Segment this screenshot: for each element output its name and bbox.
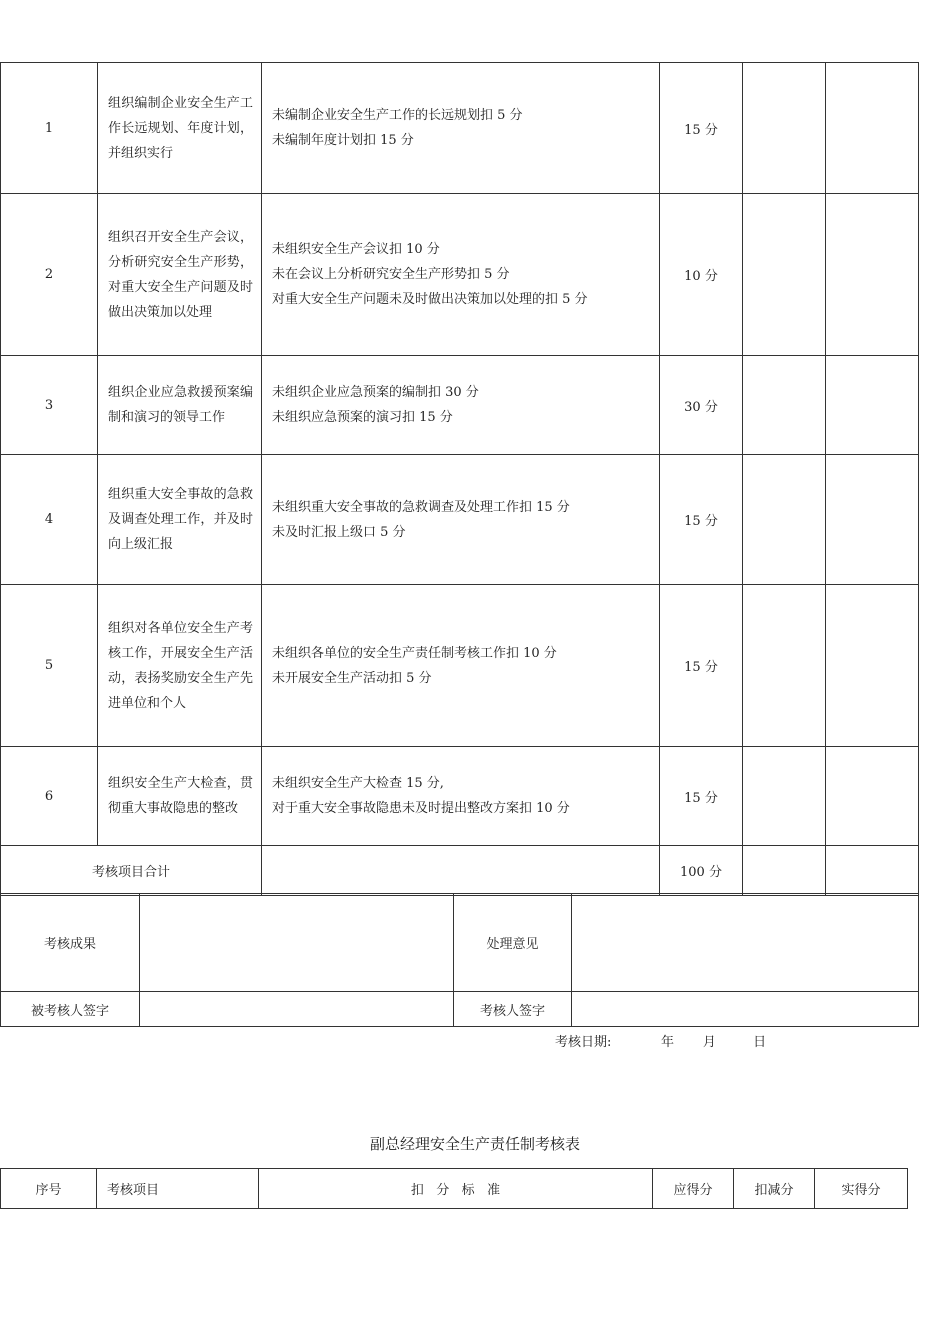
row-number: 4	[1, 455, 98, 585]
assessment-project: 组织召开安全生产会议，分析研究安全生产形势，对重大安全生产问题及时做出决策加以处理	[98, 194, 262, 356]
criteria-line: 未组织应急预案的演习扣 15 分	[272, 410, 453, 425]
total-criteria-cell	[262, 846, 660, 896]
actual-score-field[interactable]	[826, 194, 919, 356]
assessee-sign-label: 被考核人签字	[1, 992, 140, 1027]
result-row	[1, 894, 919, 992]
row-number: 3	[1, 356, 98, 455]
header-criteria: 扣 分 标 准	[259, 1169, 653, 1209]
header-table	[0, 1168, 908, 1209]
criteria-line: 对重大安全生产问题未及时做出决策加以处理的扣 5 分	[272, 292, 588, 307]
deduction-score-field[interactable]	[743, 455, 826, 585]
criteria-line: 未在会议上分析研究安全生产形势扣 5 分	[272, 267, 510, 282]
actual-score-field[interactable]	[826, 747, 919, 846]
criteria-line: 未组织安全生产大检查 15 分,	[272, 776, 444, 791]
deduction-score-field[interactable]	[743, 356, 826, 455]
signature-row	[1, 992, 919, 1027]
result-label: 考核成果	[1, 894, 140, 992]
table-row	[1, 455, 919, 585]
total-score: 100 分	[660, 846, 743, 896]
criteria-line: 对于重大安全事故隐患未及时提出整改方案扣 10 分	[272, 801, 570, 816]
opinion-label: 处理意见	[454, 894, 572, 992]
assessment-project: 组织对各单位安全生产考核工作，开展安全生产活动，表扬奖励安全生产先进单位和个人	[98, 585, 262, 747]
table2-title: 副总经理安全生产责任制考核表	[369, 1135, 580, 1153]
assessor-sign-field[interactable]	[572, 992, 919, 1027]
assessment-date: 考核日期: 年 月 日	[555, 1035, 767, 1050]
total-label: 考核项目合计	[1, 846, 262, 896]
header-deduction: 扣减分	[734, 1169, 815, 1209]
actual-score-field[interactable]	[826, 356, 919, 455]
due-score: 15 分	[660, 747, 743, 846]
header-due-score: 应得分	[653, 1169, 734, 1209]
total-actual-field[interactable]	[826, 846, 919, 896]
result-field[interactable]	[140, 894, 454, 992]
deduction-score-field[interactable]	[743, 194, 826, 356]
due-score: 15 分	[660, 585, 743, 747]
deduction-score-field[interactable]	[743, 747, 826, 846]
result-signature-table	[0, 893, 919, 1027]
assessment-table	[0, 62, 919, 896]
table-row	[1, 585, 919, 747]
row-number: 5	[1, 585, 98, 747]
criteria-line: 未组织企业应急预案的编制扣 30 分	[272, 385, 479, 400]
actual-score-field[interactable]	[826, 455, 919, 585]
table-row	[1, 63, 919, 194]
assessment-project: 组织企业应急救援预案编制和演习的领导工作	[98, 356, 262, 455]
deduction-criteria	[262, 63, 660, 194]
due-score: 10 分	[660, 194, 743, 356]
criteria-line: 未组织各单位的安全生产责任制考核工作扣 10 分	[272, 645, 557, 661]
actual-score-field[interactable]	[826, 585, 919, 747]
table-row	[1, 194, 919, 356]
due-score: 30 分	[660, 356, 743, 455]
row-number: 1	[1, 63, 98, 194]
header-project: 考核项目	[97, 1169, 259, 1209]
assessee-sign-field[interactable]	[140, 992, 454, 1027]
opinion-field[interactable]	[572, 894, 919, 992]
header-actual-score: 实得分	[815, 1169, 908, 1209]
row-number: 6	[1, 747, 98, 846]
criteria-line: 未及时汇报上级口 5 分	[272, 524, 406, 540]
total-row	[1, 846, 919, 896]
assessment-project: 组织重大安全事故的急救及调查处理工作，并及时向上级汇报	[98, 455, 262, 585]
due-score: 15 分	[660, 63, 743, 194]
deduction-criteria	[262, 585, 660, 747]
assessor-sign-label: 考核人签字	[454, 992, 572, 1027]
deduction-criteria	[262, 747, 660, 846]
table-row	[1, 356, 919, 455]
assessment-table-body	[1, 63, 919, 896]
deduction-criteria	[262, 455, 660, 585]
criteria-line: 未编制企业安全生产工作的长远规划扣 5 分	[272, 108, 523, 123]
criteria-line: 未组织安全生产会议扣 10 分	[272, 242, 440, 257]
deduction-criteria	[262, 194, 660, 356]
header-no: 序号	[1, 1169, 97, 1209]
actual-score-field[interactable]	[826, 63, 919, 194]
criteria-line: 未开展安全生产活动扣 5 分	[272, 670, 432, 686]
assessment-project: 组织编制企业安全生产工作长远规划、年度计划，并组织实行	[98, 63, 262, 194]
total-deduction-field[interactable]	[743, 846, 826, 896]
deduction-score-field[interactable]	[743, 63, 826, 194]
criteria-line: 未编制年度计划扣 15 分	[272, 133, 414, 148]
criteria-line: 未组织重大安全事故的急救调查及处理工作扣 15 分	[272, 499, 570, 515]
header-row	[1, 1169, 908, 1209]
due-score: 15 分	[660, 455, 743, 585]
deduction-score-field[interactable]	[743, 585, 826, 747]
deduction-criteria	[262, 356, 660, 455]
row-number: 2	[1, 194, 98, 356]
table-row	[1, 747, 919, 846]
assessment-project: 组织安全生产大检查，贯彻重大事故隐患的整改	[98, 747, 262, 846]
